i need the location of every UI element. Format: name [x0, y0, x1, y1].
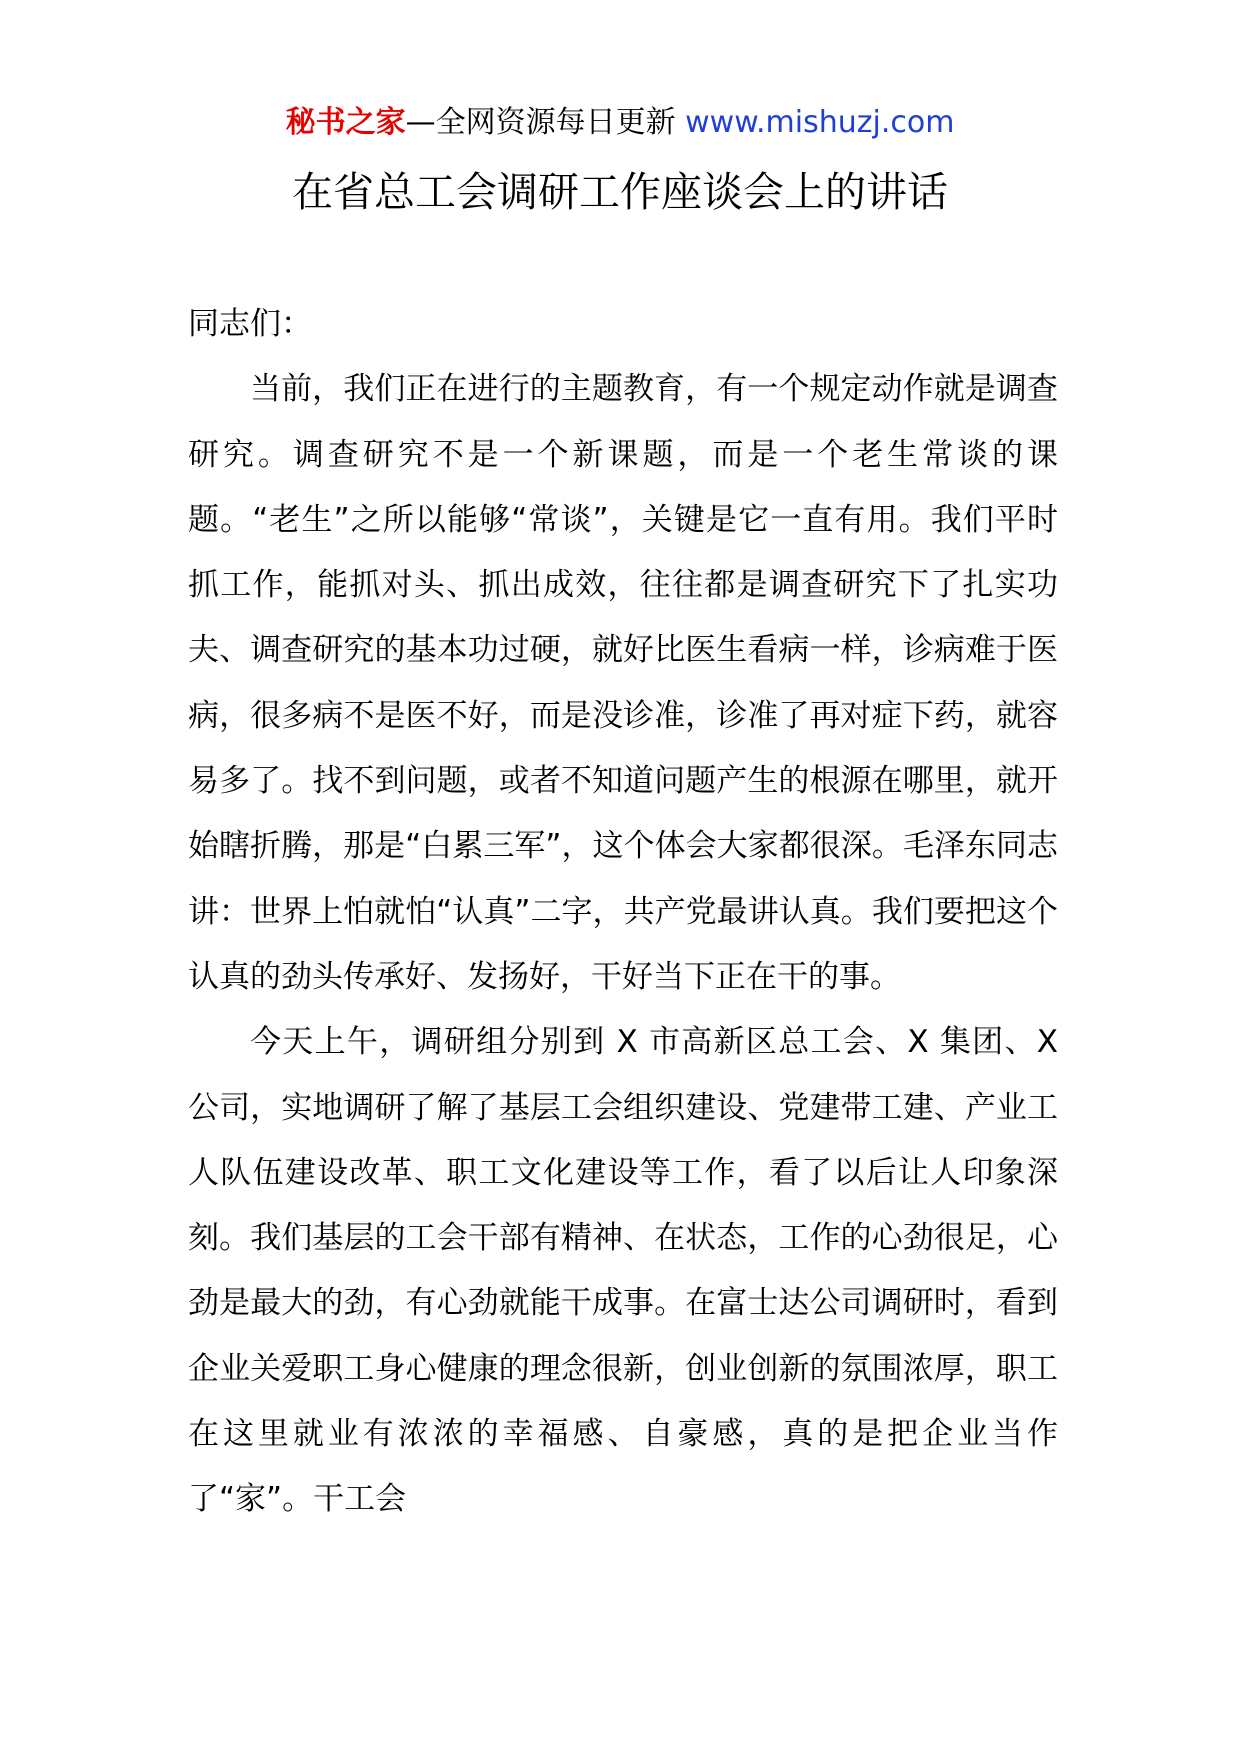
site-slogan: —全网资源每日更新: [405, 105, 676, 140]
document-title: 在省总工会调研工作座谈会上的讲话: [292, 168, 948, 216]
document-body: [188, 292, 1058, 1533]
paragraph: 当前，我们正在进行的主题教育，有一个规定动作就是调查研究。调查研究不是一个新课题，而是一个老生常谈的课题。“老生”之所以能够“常谈”，关键是它一直有用。我们平时抓工作，能抓对头、抓出成效，往往都是调查研究下了扎实功夫、调查研究的基本功过硬，就好比医生看病一样，诊病难于医病，很多病不是医不好，而是没诊准，诊准了再对症下药，就容易多了。找不到问题，或者不知道问题产生的根源在哪里，就开始瞎折腾，那是“白累三军”，这个体会大家都很深。毛泽东同志讲：世界上怕就怕“认真”二字，共产党最讲认真。我们要把这个认真的劲头传承好、发扬好，干好当下正在干的事。: [188, 371, 1058, 995]
site-url-link[interactable]: www.mishuzj.com: [685, 105, 955, 140]
salutation: 同志们：: [188, 306, 312, 342]
site-name: 秘书之家: [285, 105, 406, 140]
site-header: [0, 101, 1240, 145]
paragraph: 今天上午，调研组分别到 X 市高新区总工会、X 集团、X 公司，实地调研了解了基层工会组织建设、党建带工建、产业工人队伍建设改革、职工文化建设等工作，看了以后让人印象深刻。我们基层的工会干部有精神、在状态，工作的心劲很足，心劲是最大的劲，有心劲就能干成事。在富士达公司调研时，看到企业关爱职工身心健康的理念很新，创业创新的氛围浓厚，职工在这里就业有浓浓的幸福感、自豪感，真的是把企业当作了“家”。干工会: [188, 1024, 1058, 1518]
